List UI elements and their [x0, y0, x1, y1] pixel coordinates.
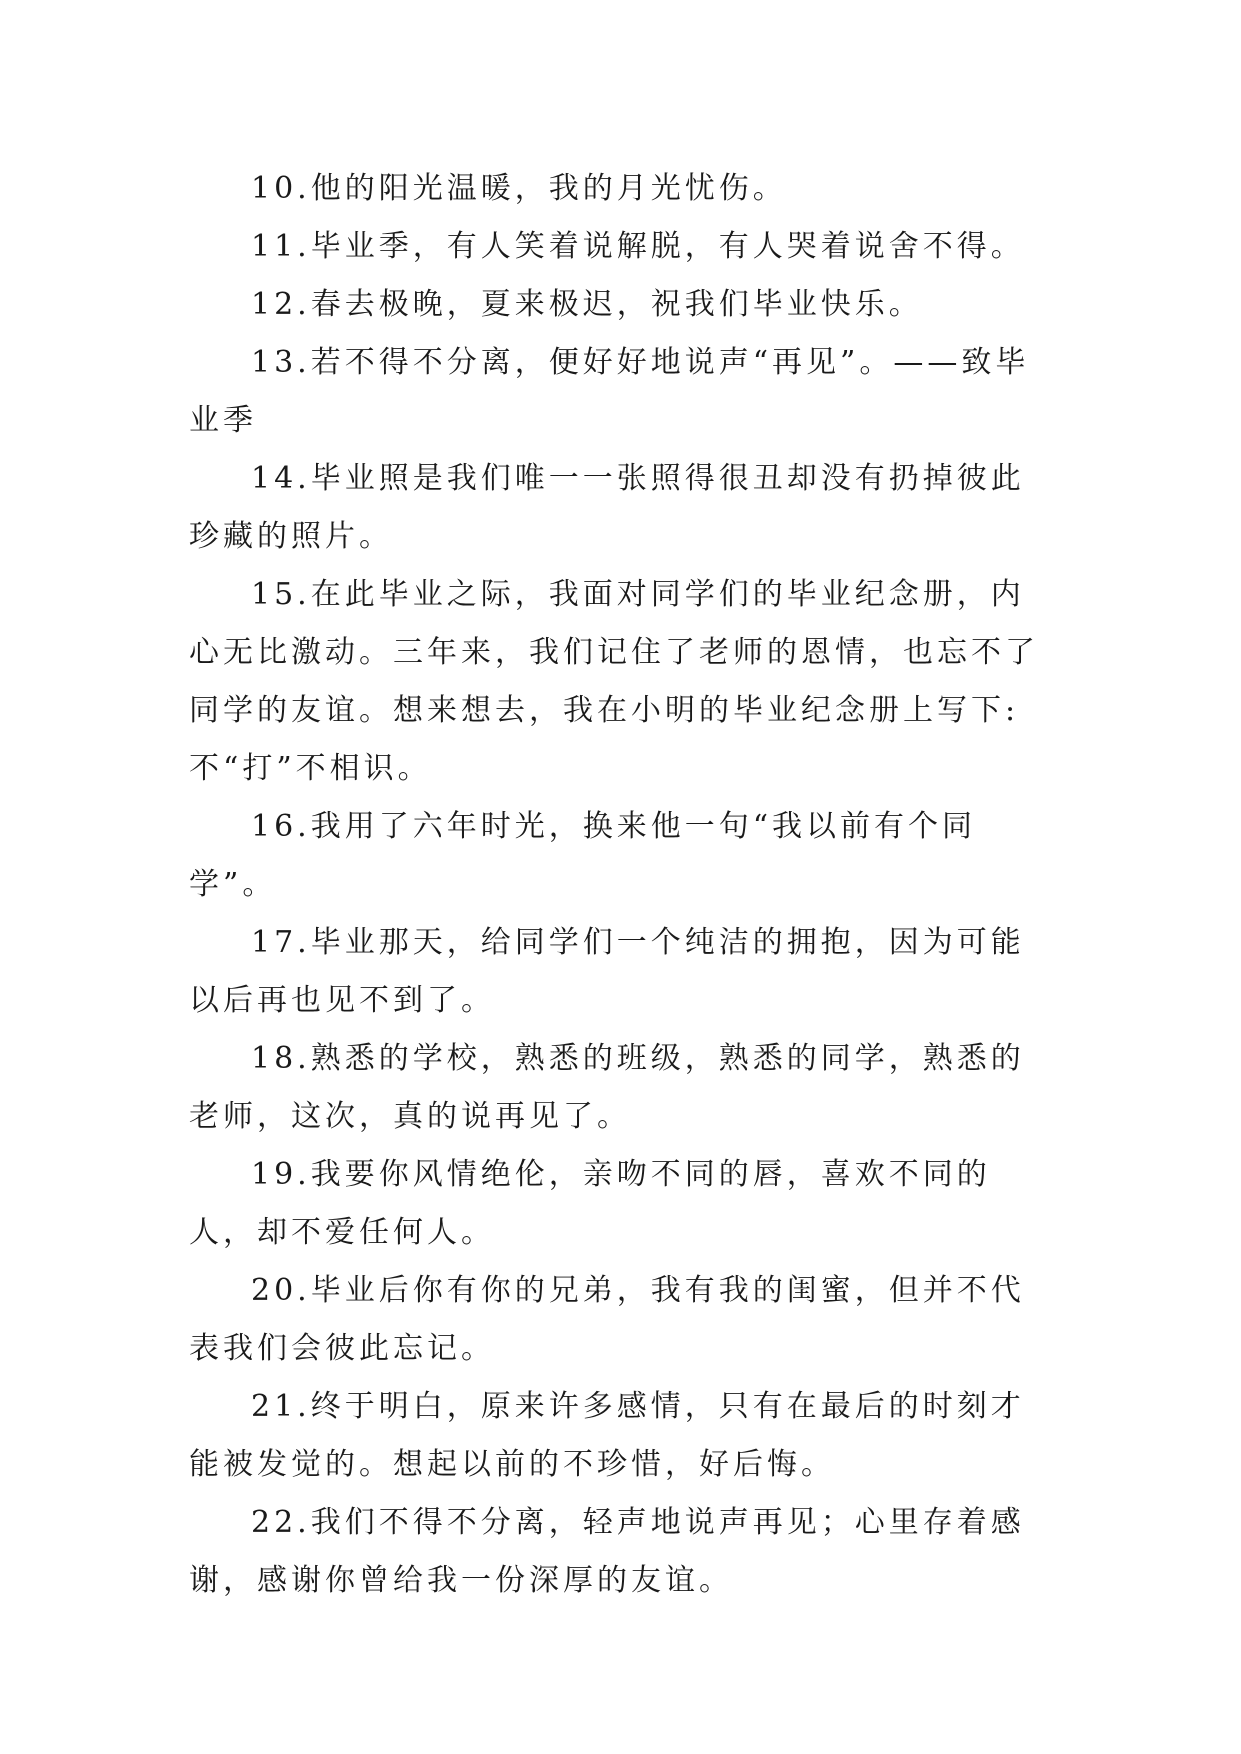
quote-paragraph-21: 21.终于明白，原来许多感情，只有在最后的时刻才能被发觉的。想起以前的不珍惜，好后悔。: [189, 1389, 1025, 1482]
document-body: [189, 160, 1055, 1610]
quote-paragraph-17: 17.毕业那天，给同学们一个纯洁的拥抱，因为可能以后再也见不到了。: [189, 925, 1025, 1018]
quote-paragraph-15: 15.在此毕业之际，我面对同学们的毕业纪念册，内心无比激动。三年来，我们记住了老师的恩情，也忘不了同学的友谊。想来想去，我在小明的毕业纪念册上写下: 不“打”不相识。: [189, 577, 1039, 786]
quote-paragraph-13: 13.若不得不分离，便好好地说声“再见”。——致毕业季: [189, 345, 1030, 438]
quote-paragraph-16: 16.我用了六年时光，换来他一句“我以前有个同学”。: [189, 809, 977, 902]
quote-paragraph-10: 10.他的阳光温暖，我的月光忧伤。: [251, 171, 787, 206]
quote-paragraph-12: 12.春去极晚，夏来极迟，祝我们毕业快乐。: [251, 287, 923, 322]
quote-paragraph-20: 20.毕业后你有你的兄弟，我有我的闺蜜，但并不代表我们会彼此忘记。: [189, 1273, 1025, 1366]
quote-paragraph-18: 18.熟悉的学校，熟悉的班级，熟悉的同学，熟悉的老师，这次，真的说再见了。: [189, 1041, 1025, 1134]
quote-paragraph-19: 19.我要你风情绝伦，亲吻不同的唇，喜欢不同的人，却不爱任何人。: [189, 1157, 991, 1250]
quote-paragraph-14: 14.毕业照是我们唯一一张照得很丑却没有扔掉彼此珍藏的照片。: [189, 461, 1025, 554]
quote-paragraph-11: 11.毕业季，有人笑着说解脱，有人哭着说舍不得。: [251, 229, 1025, 264]
quote-paragraph-22: 22.我们不得不分离，轻声地说声再见；心里存着感谢，感谢你曾给我一份深厚的友谊。: [189, 1505, 1025, 1598]
